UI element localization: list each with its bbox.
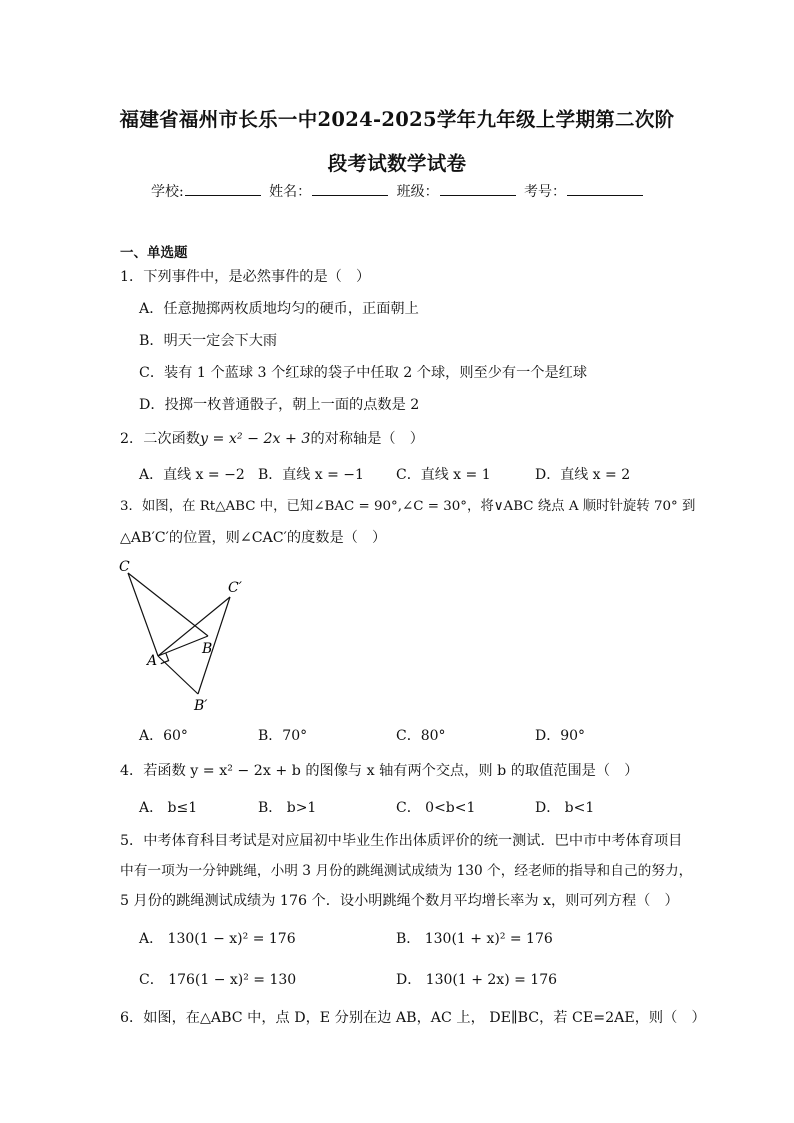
q2-stem [120, 430, 424, 448]
q1-option-b[interactable]: B．明天一定会下大雨 [139, 333, 278, 349]
student-info-row [0, 181, 794, 201]
label-B: B [202, 641, 213, 657]
q4-option-a[interactable]: A． b≤1 [139, 800, 198, 816]
q2-stem-prefix: 2．二次函数 [120, 431, 200, 447]
q5-option-b[interactable]: B． 130(1 + x)² = 176 [396, 931, 553, 947]
q3-stem-line-1: 3．如图，在 Rt△ABC 中，已知∠BAC = 90°,∠C = 30°，将∨ABC 绕点 A 顺时针旋转 70° 到 [120, 499, 696, 514]
q1-option-c[interactable]: C．装有 1 个蓝球 3 个红球的袋子中任取 2 个球，则至少有一个是红球 [139, 365, 588, 381]
q2-option-d[interactable]: D．直线 x = 2 [535, 467, 631, 483]
label-B-prime: B′ [194, 698, 208, 714]
q1-stem: 1．下列事件中，是必然事件的是（ ） [120, 269, 371, 285]
section-title: 一、单选题 [120, 245, 188, 261]
q5-option-a[interactable]: A． 130(1 − x)² = 176 [139, 931, 296, 947]
id-field[interactable]: 考号： [524, 181, 643, 201]
q1-option-d[interactable]: D．投掷一枚普通骰子，朝上一面的点数是 2 [139, 397, 420, 413]
q4-stem: 4．若函数 y = x² − 2x + b 的图像与 x 轴有两个交点，则 b 的取值范围是（ ） [120, 763, 639, 779]
q3-option-d[interactable]: D．90° [535, 728, 586, 744]
name-field[interactable]: 姓名： [269, 181, 388, 201]
school-field[interactable]: 学校: [151, 181, 261, 201]
segment-AB [158, 636, 208, 656]
q3-option-a[interactable]: A．60° [139, 728, 188, 744]
q4-option-b[interactable]: B． b>1 [258, 800, 317, 816]
class-field[interactable]: 班级： [397, 181, 516, 201]
q5-option-c[interactable]: C． 176(1 − x)² = 130 [139, 972, 297, 988]
q3-option-b[interactable]: B．70° [258, 728, 308, 744]
q3-triangle-figure [110, 555, 260, 720]
q2-stem-suffix: 的对称轴是（ ） [310, 431, 424, 447]
exam-title-line-2: 段考试数学试卷 [327, 152, 467, 175]
q2-formula: y = x² − 2x + 3 [199, 431, 311, 447]
q5-stem-line-1: 5．中考体育科目考试是对应届初中毕业生作出体质评价的统一测试．巴中市中考体育项目 [120, 833, 683, 849]
q2-option-c[interactable]: C．直线 x = 1 [396, 467, 491, 483]
label-C-prime: C′ [228, 580, 242, 596]
q5-stem-line-3: 5 月份的跳绳测试成绩为 176 个．设小明跳绳个数月平均增长率为 x，则可列方程（ ） [120, 893, 679, 909]
exam-title-line-1: 福建省福州市长乐一中2024-2025学年九年级上学期第二次阶 [119, 108, 675, 131]
label-C: C [119, 559, 130, 575]
segment-AB-prime [158, 656, 198, 694]
label-A: A [147, 653, 158, 669]
q4-option-d[interactable]: D． b<1 [535, 800, 595, 816]
q6-stem: 6．如图，在△ABC 中，点 D，E 分别在边 AB，AC 上， DE∥BC，若 CE=2AE，则（ ） [120, 1010, 706, 1026]
q2-option-a[interactable]: A．直线 x = −2 [139, 467, 245, 483]
q5-option-d[interactable]: D． 130(1 + 2x) = 176 [396, 972, 558, 988]
q3-option-c[interactable]: C．80° [396, 728, 446, 744]
q4-option-c[interactable]: C． 0<b<1 [396, 800, 476, 816]
q2-option-b[interactable]: B．直线 x = −1 [258, 467, 364, 483]
q5-stem-line-2: 中有一项为一分钟跳绳，小明 3 月份的跳绳测试成绩为 130 个，经老师的指导和自己的努力， [120, 863, 693, 879]
q3-stem-line-2: △AB′C′的位置，则∠CAC′的度数是（ ） [120, 530, 387, 546]
q1-option-a[interactable]: A．任意抛掷两枚质地均匀的硬币，正面朝上 [139, 301, 419, 317]
